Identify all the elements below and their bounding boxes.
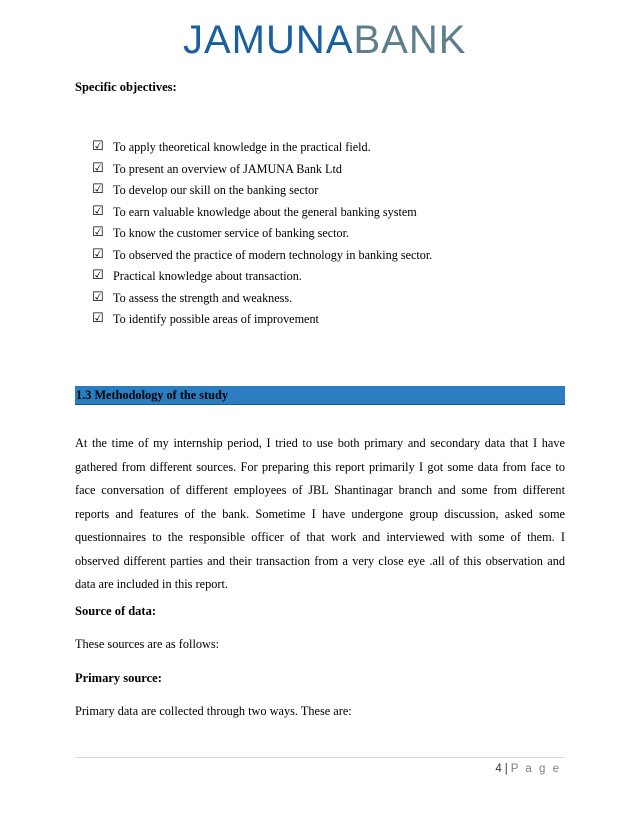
checkbox-icon: ☑ — [92, 289, 104, 305]
list-item — [92, 139, 432, 161]
logo-text-jamuna: JAMUNA — [183, 18, 354, 62]
list-item — [92, 161, 432, 183]
checkbox-icon: ☑ — [92, 160, 104, 176]
page-footer — [495, 763, 561, 775]
list-item-text: To identify possible areas of improvement — [113, 312, 319, 326]
footer-divider — [75, 757, 565, 758]
list-item — [92, 225, 432, 247]
list-item — [92, 204, 432, 226]
objectives-list — [92, 139, 432, 333]
list-item-text: To know the customer service of banking sector. — [113, 226, 350, 240]
methodology-section-bar — [75, 386, 565, 405]
page-label: P a g e — [510, 763, 561, 775]
list-item — [92, 182, 432, 204]
logo-text-bank: BANK — [353, 18, 467, 62]
list-item — [92, 268, 432, 290]
primary-source-heading: Primary source: — [75, 671, 162, 685]
checkbox-icon: ☑ — [92, 139, 104, 154]
checkbox-icon: ☑ — [92, 246, 104, 262]
list-item-text: Practical knowledge about transaction. — [113, 269, 302, 283]
list-item — [92, 311, 432, 333]
page-number: 4 — [495, 763, 502, 775]
list-item-text: To assess the strength and weakness. — [113, 290, 293, 305]
methodology-paragraph: At the time of my internship period, I tried to use both primary and secondary data that I have gathered from different sources. For preparing this report primarily I got some data from face to face conversation of different employees of JBL Shantinagar branch and some from different reports and features of the bank. Sometime I have undergone group discussion, asked some questionnaires to the responsible officer of that work and interviewed with some of them. I observed different parties and their transaction from a very close eye .all of this observation and data are included in this report. — [75, 436, 565, 591]
list-item-text: To present an overview of JAMUNA Bank Ltd — [113, 161, 342, 176]
checkbox-icon: ☑ — [92, 311, 104, 326]
checkbox-icon: ☑ — [92, 268, 104, 283]
list-item — [92, 290, 432, 312]
methodology-heading: 1.3 Methodology of the study — [76, 388, 229, 402]
checkbox-icon: ☑ — [92, 225, 104, 240]
checkbox-icon: ☑ — [92, 182, 104, 197]
list-item-text: To develop our skill on the banking sector — [113, 183, 319, 197]
checkbox-icon: ☑ — [92, 203, 104, 219]
source-of-data-text: These sources are as follows: — [75, 637, 220, 651]
primary-source-text: Primary data are collected through two ways. These are: — [75, 704, 352, 718]
specific-objectives-heading: Specific objectives: — [75, 80, 177, 94]
list-item-text: To observed the practice of modern technology in banking sector. — [113, 247, 433, 262]
footer-separator: | — [504, 763, 508, 775]
list-item-text: To apply theoretical knowledge in the practical field. — [113, 140, 371, 154]
jamuna-bank-logo — [183, 16, 466, 64]
list-item-text: To earn valuable knowledge about the general banking system — [113, 204, 417, 219]
list-item — [92, 247, 432, 269]
source-of-data-heading: Source of data: — [75, 604, 157, 618]
